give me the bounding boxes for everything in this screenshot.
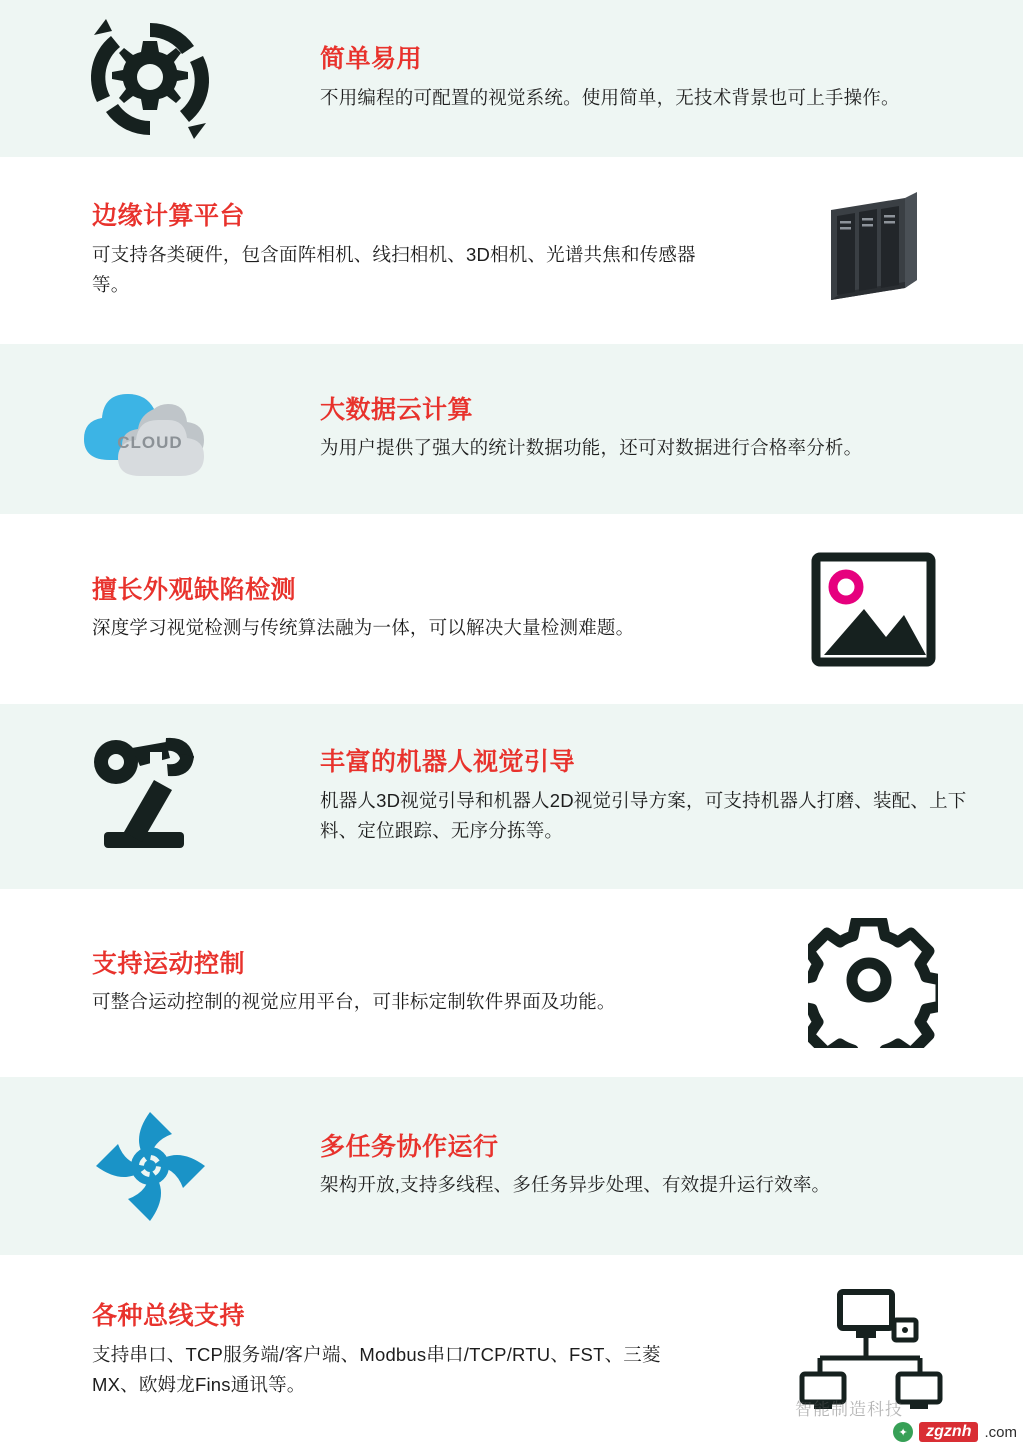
watermark (893, 1422, 1017, 1442)
swirl-icon (88, 1104, 213, 1229)
cloud-icon (70, 374, 230, 484)
watermark-badge: zgznh (919, 1422, 978, 1442)
feature-row (0, 344, 1023, 514)
icon-cell (723, 547, 1023, 672)
feature-desc: 为用户提供了强大的统计数据功能，还可对数据进行合格率分析。 (320, 437, 863, 459)
feature-text (0, 949, 723, 1017)
photo-icon (806, 547, 941, 672)
feature-text (300, 747, 1023, 845)
watermark-domain: .com (984, 1423, 1017, 1441)
feature-title: 大数据云计算 (320, 395, 474, 424)
feature-title: 丰富的机器人视觉引导 (320, 748, 576, 777)
icon-cell (0, 1104, 300, 1229)
gear-icon (808, 918, 938, 1048)
robot-arm-icon (80, 732, 220, 862)
icon-cell (0, 9, 300, 149)
svg-text:CLOUD: CLOUD (117, 433, 183, 452)
icon-cell (723, 918, 1023, 1048)
feature-row (0, 889, 1023, 1077)
icon-cell (723, 188, 1023, 313)
feature-desc: 不用编程的可配置的视觉系统。使用简单，无技术背景也可上手操作。 (320, 86, 900, 108)
feature-desc: 支持串口、TCP服务端/客户端、Modbus串口/TCP/RTU、FST、三菱MX、欧姆龙Fins通讯等。 (92, 1343, 661, 1395)
feature-text (300, 395, 1023, 463)
feature-row (0, 514, 1023, 704)
feature-text (300, 44, 1023, 112)
watermark-logo-icon: ✦ (893, 1422, 913, 1442)
feature-desc: 可支持各类硬件，包含面阵相机、线扫相机、3D相机、光谱共焦和传感器等。 (92, 243, 696, 295)
server-icon (813, 188, 933, 313)
feature-title: 简单易用 (320, 45, 423, 74)
feature-text (0, 201, 723, 299)
watermark-ghost-text: 智能制造科技 (795, 1400, 903, 1419)
feature-text (0, 575, 723, 643)
feature-desc: 深度学习视觉检测与传统算法融为一体，可以解决大量检测难题。 (92, 617, 635, 639)
feature-title: 各种总线支持 (92, 1302, 246, 1331)
icon-cell (0, 732, 300, 862)
feature-desc: 可整合运动控制的视觉应用平台，可非标定制软件界面及功能。 (92, 991, 616, 1013)
feature-row (0, 1077, 1023, 1255)
feature-title: 边缘计算平台 (92, 202, 246, 231)
feature-row (0, 0, 1023, 157)
feature-text (300, 1132, 1023, 1200)
feature-title: 擅长外观缺陷检测 (92, 575, 297, 604)
feature-desc: 机器人3D视觉引导和机器人2D视觉引导方案，可支持机器人打磨、装配、上下料、定位跟踪、无序分拣等。 (320, 789, 967, 841)
feature-title: 多任务协作运行 (320, 1132, 499, 1161)
feature-row (0, 157, 1023, 344)
gear-cycle-icon (75, 9, 225, 149)
feature-desc: 架构开放,支持多线程、多任务异步处理、有效提升运行效率。 (320, 1174, 831, 1196)
feature-title: 支持运动控制 (92, 949, 246, 978)
icon-cell (0, 374, 300, 484)
feature-text (0, 1301, 723, 1399)
feature-row (0, 704, 1023, 889)
